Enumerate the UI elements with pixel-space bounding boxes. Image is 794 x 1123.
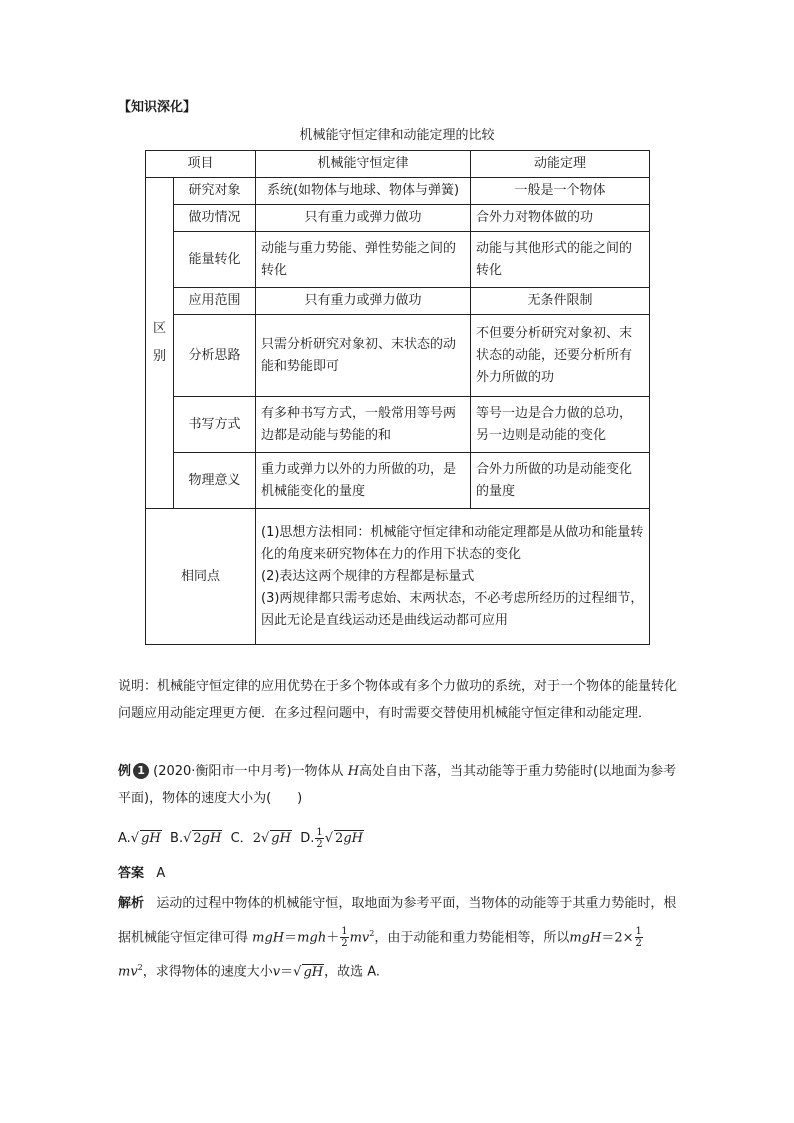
header-col2: 动能定理 [471, 151, 650, 178]
common-content [256, 509, 650, 645]
row-col2: 一般是一个物体 [471, 178, 650, 205]
example-stem [118, 758, 678, 812]
row-col2: 合外力所做的功是动能变化的量度 [471, 453, 650, 509]
table-row [146, 397, 650, 453]
example-stem-a: 一物体从 [291, 764, 344, 779]
equation-equal-energy: mgH [569, 930, 602, 946]
option-D: D. $\frac{1}{2}$ √ 2gH [300, 827, 363, 850]
table-row [146, 232, 650, 288]
common-point: (1)思想方法相同：机械能守恒定律和动能定理都是从做功和能量转化的角度来研究物体在力的作用下状态的变化 [261, 524, 644, 562]
table-row [146, 205, 650, 232]
row-label: 能量转化 [174, 232, 256, 288]
row-col1: 动能与重力势能、弹性势能之间的转化 [256, 232, 471, 288]
table-row [146, 288, 650, 315]
row-label: 书写方式 [174, 397, 256, 453]
row-col1: 只有重力或弹力做功 [256, 288, 471, 315]
example-source: (2020·衡阳市一中月考) [153, 764, 292, 779]
table-title: 机械能守恒定律和动能定理的比较 [299, 128, 495, 143]
row-col1: 只需分析研究对象初、末状态的动能和势能即可 [256, 315, 471, 397]
row-col1: 重力或弹力以外的力所做的功，是机械能变化的量度 [256, 453, 471, 509]
option-A: A.√ gH [118, 831, 161, 846]
table-row [146, 453, 650, 509]
row-col1: 有多种书写方式，一般常用等号两边都是动能与势能的和 [256, 397, 471, 453]
comparison-table [145, 150, 650, 645]
row-col2: 不但要分析研究对象初、末状态的动能，还要分析所有外力所做的功 [471, 315, 650, 397]
row-col2: 动能与其他形式的能之间的转化 [471, 232, 650, 288]
equation-velocity: v [272, 964, 281, 980]
group-label-difference: 区 别 [146, 178, 174, 509]
header-col1: 机械能守恒定律 [256, 151, 471, 178]
common-point: (3)两规律都只需考虑始、末两状态，不必考虑所经历的过程细节，因此无论是直线运动还是曲线运动都可应用 [261, 590, 644, 628]
option-C: C．2√ gH [230, 831, 291, 846]
header-item: 项目 [146, 151, 256, 178]
example-options [118, 827, 678, 851]
row-label: 做功情况 [174, 205, 256, 232]
table-header-row [146, 151, 650, 178]
table-row-common [146, 509, 650, 645]
answer-value: A [156, 866, 166, 881]
analysis-paragraph: 解析 运动的过程中物体的机械能守恒，取地面为参考平面，当物体的动能等于其重力势能时，根据机械能守恒定律可得 mgH＝mgh＋ $\frac{1}{2}$ $mv^2$，由于动能和重力势能相等，所以mgH＝2× $\frac{1}{2}$ $mv^2$，求得物体的速度大小v＝√ gH，故选 A. [118, 896, 677, 980]
common-label: 相同点 [146, 509, 256, 645]
example-label: 例 [118, 764, 132, 779]
section-heading: 【知识深化】 [118, 100, 197, 115]
common-point: (2)表达这两个规律的方程都是标量式 [261, 568, 475, 584]
row-col2: 无条件限制 [471, 288, 650, 315]
row-col2: 合外力对物体做的功 [471, 205, 650, 232]
example-stem-b: 高处自由下落，当其动能等于重力势能时(以地面为参考平面)，物体的速度大小为( ) [118, 764, 677, 806]
row-label: 应用范围 [174, 288, 256, 315]
row-col1: 只有重力或弹力做功 [256, 205, 471, 232]
row-col2: 等号一边是合力做的总功，另一边则是动能的变化 [471, 397, 650, 453]
analysis-label: 解析 [118, 896, 145, 911]
equation-conservation: mgH [252, 930, 285, 946]
example-number-badge: 1 [133, 763, 149, 779]
row-label: 研究对象 [174, 178, 256, 205]
answer-line [118, 862, 678, 886]
answer-label: 答案 [118, 866, 145, 881]
option-B: B.√ 2gH [170, 831, 222, 846]
table-row [146, 315, 650, 397]
row-label: 分析思路 [174, 315, 256, 397]
row-col1: 系统(如物体与地球、物体与弹簧) [256, 178, 471, 205]
var-H: H [347, 764, 360, 779]
note-paragraph: 说明：机械能守恒定律的应用优势在于多个物体或有多个力做功的系统，对于一个物体的能量转化问题应用动能定理更方便．在多过程问题中，有时需要交替使用机械能守恒定律和动能定理． [118, 679, 678, 721]
row-label: 物理意义 [174, 453, 256, 509]
table-row [146, 178, 650, 205]
